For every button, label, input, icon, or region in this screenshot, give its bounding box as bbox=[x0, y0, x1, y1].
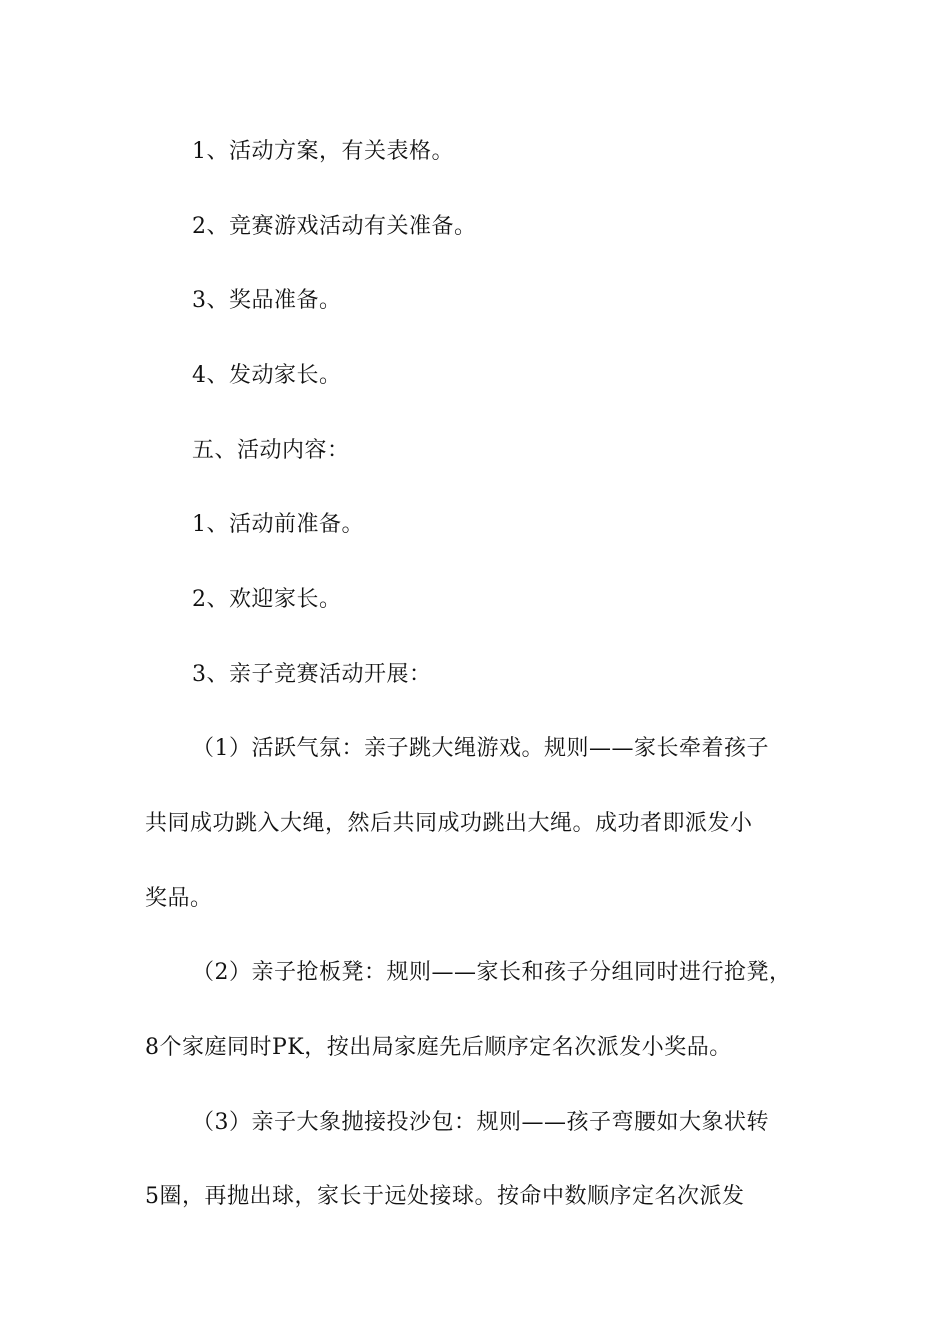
list-item-prize-prep: 3、奖品准备。 bbox=[192, 288, 342, 313]
list-item-competition-start: 3、亲子竞赛活动开展： bbox=[192, 662, 432, 687]
paragraph-sandbag-line-2: 5圈，再抛出球，家长于远处接球。按命中数顺序定名次派发 bbox=[145, 1184, 745, 1209]
paragraph-musical-chairs-line-2: 8个家庭同时PK，按出局家庭先后顺序定名次派发小奖品。 bbox=[145, 1035, 732, 1060]
list-item-game-prep: 2、竞赛游戏活动有关准备。 bbox=[192, 214, 477, 239]
list-item-activity-plan: 1、活动方案，有关表格。 bbox=[192, 139, 454, 164]
paragraph-jump-rope-line-3: 奖品。 bbox=[145, 886, 213, 911]
list-item-welcome-parents: 2、欢迎家长。 bbox=[192, 587, 342, 612]
section-heading-activity-content: 五、活动内容： bbox=[192, 438, 350, 463]
paragraph-jump-rope-line-1: （1）活跃气氛：亲子跳大绳游戏。规则——家长牵着孩子 bbox=[192, 736, 769, 761]
paragraph-sandbag-line-1: （3）亲子大象抛接投沙包：规则——孩子弯腰如大象状转 bbox=[192, 1110, 769, 1135]
paragraph-jump-rope-line-2: 共同成功跳入大绳，然后共同成功跳出大绳。成功者即派发小 bbox=[145, 811, 753, 836]
list-item-mobilize-parents: 4、发动家长。 bbox=[192, 363, 342, 388]
list-item-pre-activity-prep: 1、活动前准备。 bbox=[192, 512, 364, 537]
paragraph-musical-chairs-line-1: （2）亲子抢板凳：规则——家长和孩子分组同时进行抢凳， bbox=[192, 960, 792, 985]
